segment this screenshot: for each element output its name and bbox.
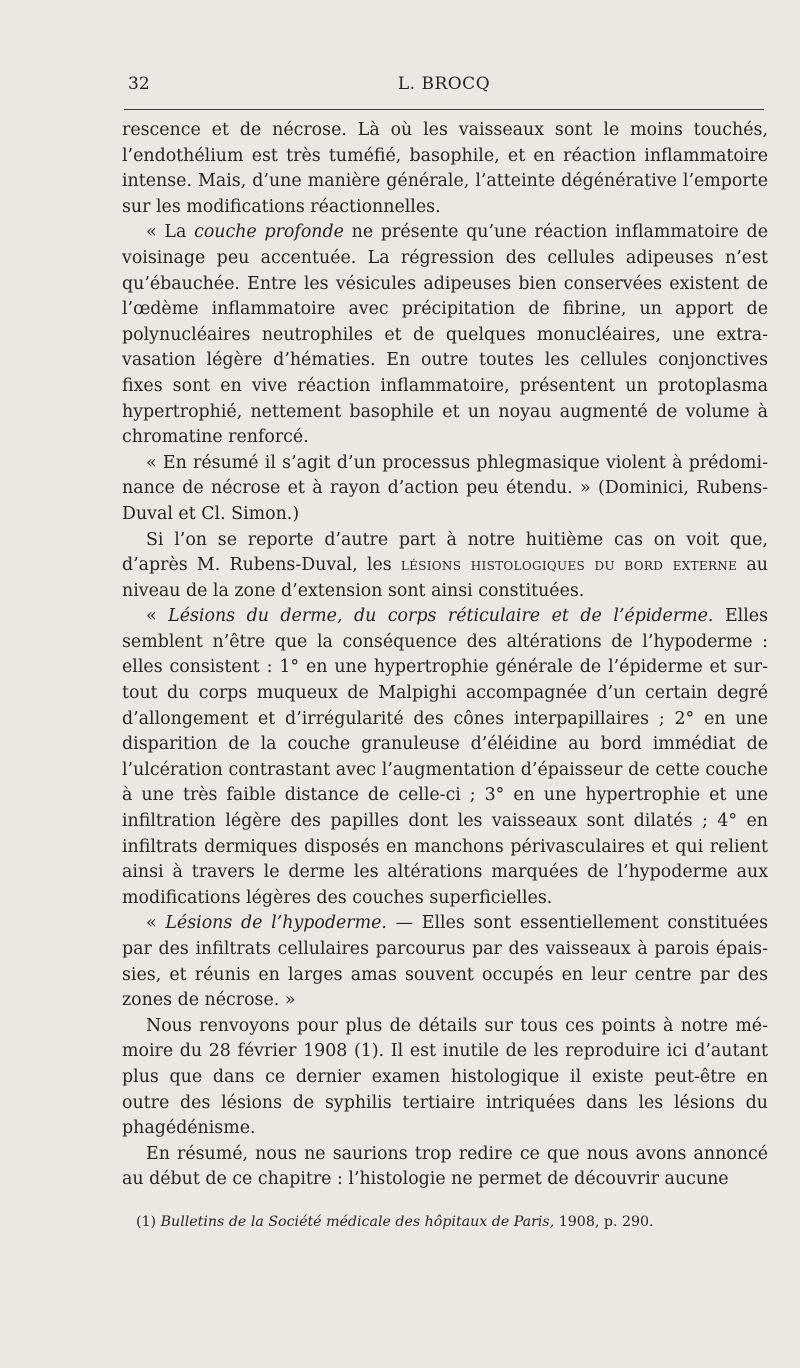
paragraph-text: Si l’on se reporte d’autre part à notre huitième cas on voit que, d’après M. Rubens-Duval, les [122, 529, 768, 576]
paragraph [122, 118, 768, 220]
footnote-rest: 1908, p. 290. [554, 1214, 654, 1230]
paragraph [122, 220, 768, 450]
footnote-marker: (1) [136, 1214, 157, 1230]
paragraph-text: « [146, 913, 166, 934]
footnote-title: Bulletins de la Société médicale des hôpitaux de Paris, [160, 1214, 555, 1230]
paragraph-text: « La [146, 222, 195, 243]
running-head: L. BROCQ [397, 74, 491, 94]
italic-term: couche profonde [194, 222, 344, 243]
paragraph [122, 911, 768, 1013]
paragraph [122, 604, 768, 911]
paragraph-text: Elles semblent n’être que la conséquence des altérations de l’hypoderme : elles consistent : 1° en une hypertrophie générale de l’épiderme et surtout du corps muqueux de Malpighi accompagnée d’un certain degré d’allongement et d’irrégularité des cônes interpapillaires ; 2° en une disparition de la couche granuleuse d’éléidine au bord immédiat de l’ulcération contrastant avec l’augmentation d’épaisseur de cette couche à une très faible distance de celle-ci ; 3° en une hypertrophie et une infiltration légère des papilles dont les vaisseaux sont dilatés ; 4° en infiltrats dermiques disposés en manchons périvasculaires et qui relient ainsi à travers le derme les altérations marquées de l’hypoderme aux modifications légères des couches superficielles. [122, 606, 768, 908]
paragraph [122, 451, 768, 528]
body-text [122, 118, 768, 1193]
paragraph-text: au niveau de la zone d’extension sont ainsi constituées. [122, 555, 768, 601]
footnote [136, 1212, 756, 1232]
page-number: 32 [128, 74, 150, 94]
paragraph-text: « [146, 606, 169, 627]
paragraph-text: En résumé, nous ne saurions trop redire ce que nous avons annoncé au début de ce chapitre : l’histologie ne permet de découvrir aucune [122, 1143, 768, 1190]
italic-subheading: Lésions du derme, du corps réticulaire et de l’épiderme. [168, 606, 714, 627]
italic-subheading: Lésions de l’hypoderme. [165, 913, 387, 934]
paragraph-text: — Elles sont essentiellement constituées par des infiltrats cellulaires parcourus par des vaisseaux à parois épaissies, et réunis en larges amas souvent occupés en leur centre par des zones de nécrose. » [122, 913, 769, 1011]
paragraph [122, 1142, 768, 1193]
paragraph [122, 1014, 768, 1142]
paragraph-text: « En résumé il s’agit d’un processus phlegmasique violent à prédominance de nécrose et à rayon d’action peu étendu. » (Dominici, Rubens-Duval et Cl. Simon.) [122, 452, 768, 524]
header-rule [124, 109, 764, 110]
paragraph-text: rescence et de nécrose. Là où les vaisseaux sont le moins touchés, l’endothélium est très tuméfié, basophile, et en réaction inflammatoire intense. Mais, d’une manière générale, l’atteinte dégénérative l’emporte sur les modifications réactionnelles. [122, 120, 768, 217]
paragraph-text: ne présente qu’une réaction inflammatoire de voisinage peu accentuée. La régression des cellules adipeuses n’est qu’ébauchée. Entre les vésicules adipeuses bien conservées existent de l’œdème inflammatoire avec précipitation de fibrine, un apport de polynucléaires neutrophiles et de quelques monucléaires, une extravasation légère d’hématies. En outre toutes les cellules conjonctives fixes sont en vive réaction inflammatoire, présentent un protoplasma hypertrophié, nettement basophile et un noyau augmenté de volume à chromatine renforcé. [122, 222, 768, 448]
paragraph-text: Nous renvoyons pour plus de détails sur tous ces points à notre mémoire du 28 février 1908 (1). Il est inutile de les reproduire ici d’autant plus que dans ce dernier examen histologique il existe peut-être en outre des lésions de syphilis tertiaire intriquées dans les lésions du phagédénisme. [122, 1015, 768, 1139]
small-caps-heading: lésions histologiques du bord externe [400, 555, 738, 576]
page-header [124, 74, 764, 102]
paragraph [122, 528, 768, 605]
